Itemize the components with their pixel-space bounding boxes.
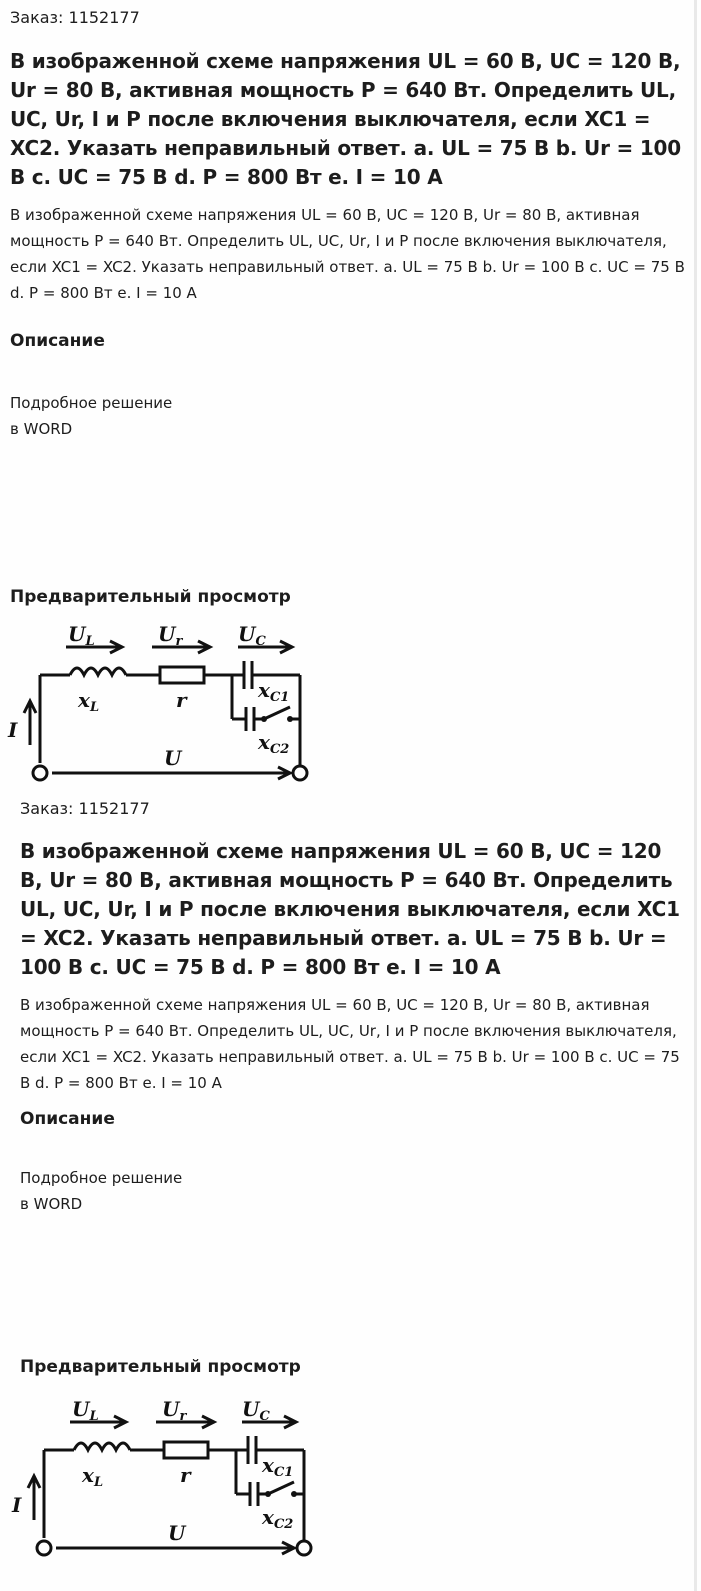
circuit-diagram (0, 615, 330, 795)
product-card (0, 0, 697, 795)
description-line-2: в WORD (10, 420, 73, 438)
label-u-l: $U_L$ (68, 622, 95, 649)
label-i: I (8, 718, 18, 742)
label-x-l-copy: $x_L$ (82, 1463, 104, 1490)
label-i-copy: I (12, 1493, 22, 1517)
description-line-1: Подробное решение (10, 394, 173, 412)
label-u-l-copy: $U_L$ (72, 1397, 99, 1424)
label-x-c1: $x_{C1}$ (258, 678, 290, 705)
description-line-1-copy: Подробное решение (20, 1169, 183, 1187)
label-u-c: $U_C$ (238, 622, 266, 649)
label-u-copy: U (168, 1521, 186, 1545)
label-x-c1-copy: $x_{C1}$ (262, 1453, 294, 1480)
label-x-l: $x_L$ (78, 688, 100, 715)
preview-heading: Предварительный просмотр (10, 587, 291, 607)
order-number: Заказ: 1152177 (10, 8, 140, 27)
circuit-diagram-copy (4, 1385, 334, 1575)
product-text: В изображенной схеме напряжения UL = 60 В, UC = 120 В, Ur = 80 В, активная мощность P = 640 Вт. Определить UL, UC, Ur, I и P после включения выключателя, если XC1 = XC2. Указать неправильный ответ. a. UL = 75 В b. Ur = 100 В c. UC = 75 В d. P = 800 Вт e. I = 10 А (10, 206, 685, 302)
product-title: В изображенной схеме напряжения UL = 60 В, UC = 120 В, Ur = 80 В, активная мощность P = 640 Вт. Определить UL, UC, Ur, I и P после включения выключателя, если XC1 = XC2. Указать неправильный ответ. a. UL = 75 В b. Ur = 100 В c. UC = 75 В d. P = 800 Вт e. I = 10 А (10, 49, 681, 189)
label-r-copy: r (180, 1463, 191, 1487)
label-r: r (176, 688, 187, 712)
label-u-c-copy: $U_C$ (242, 1397, 270, 1424)
product-title-copy: В изображенной схеме напряжения UL = 60 В, UC = 120 В, Ur = 80 В, активная мощность P = 640 Вт. Определить UL, UC, Ur, I и P после включения выключателя, если XC1 = XC2. Указать неправильный ответ. a. UL = 75 В b. Ur = 100 В c. UC = 75 В d. P = 800 Вт e. I = 10 А (20, 839, 680, 979)
order-number-copy: Заказ: 1152177 (20, 799, 150, 818)
label-u-r: $U_r$ (158, 622, 183, 649)
label-x-c2: $x_{C2}$ (258, 730, 290, 757)
description-heading-copy: Описание (20, 1109, 115, 1129)
label-u-r-copy: $U_r$ (162, 1397, 187, 1424)
product-card-copy (10, 795, 697, 1591)
label-x-c2-copy: $x_{C2}$ (262, 1505, 294, 1532)
description-heading: Описание (10, 331, 105, 351)
preview-heading-copy: Предварительный просмотр (20, 1357, 301, 1377)
product-text-copy: В изображенной схеме напряжения UL = 60 В, UC = 120 В, Ur = 80 В, активная мощность P = 640 Вт. Определить UL, UC, Ur, I и P после включения выключателя, если XC1 = XC2. Указать неправильный ответ. a. UL = 75 В b. Ur = 100 В c. UC = 75 В d. P = 800 Вт e. I = 10 А (20, 996, 680, 1092)
description-line-2-copy: в WORD (20, 1195, 83, 1213)
label-u: U (164, 746, 182, 770)
